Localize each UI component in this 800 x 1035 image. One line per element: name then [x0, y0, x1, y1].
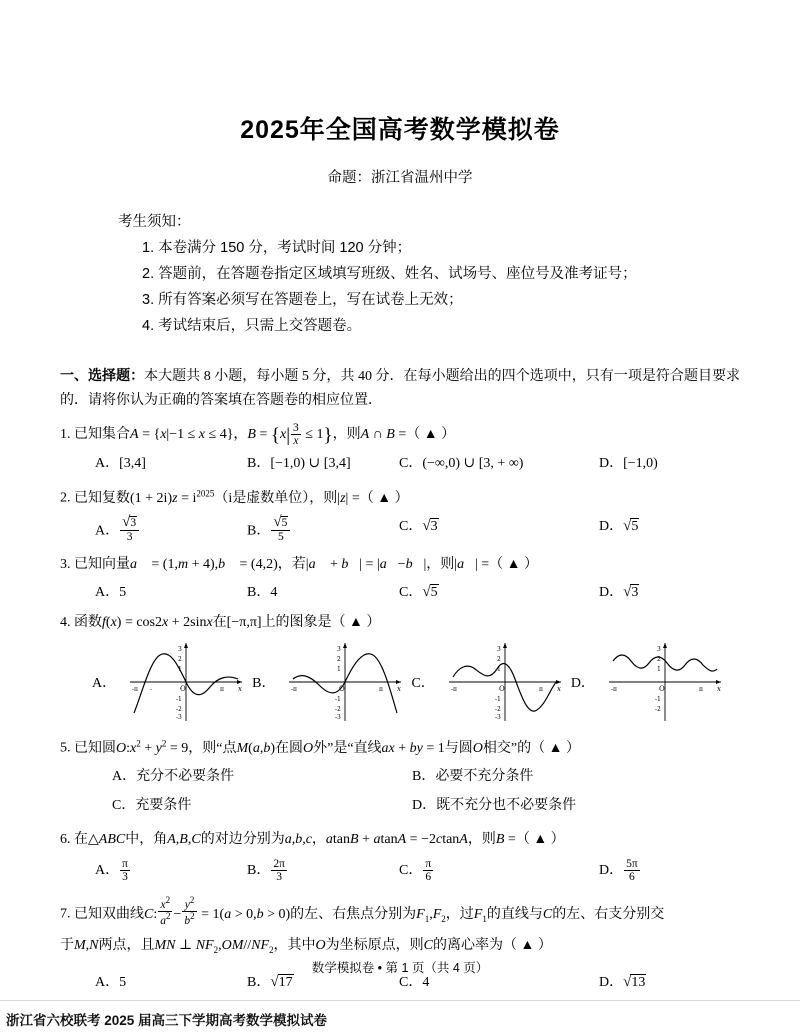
graph-option-c[interactable] [409, 639, 568, 725]
svg-text:O: O [180, 685, 186, 694]
option-b[interactable]: B．4 [247, 585, 278, 601]
option-a[interactable]: A．5 [95, 975, 127, 991]
option-label-c: C． [411, 676, 435, 692]
option-d[interactable]: D． $\frac{5\pi}{6}$ [599, 858, 638, 884]
svg-text:-π: -π [132, 686, 139, 694]
question-text-line1: 已知双曲线C: $\frac{x^2}{a^2}$ − $\frac{y^2}{b^2}$ = 1(a > 0,b > 0)的左、右焦点分别为$F_1,F_2$，过$F_1$的直线与C的左、右支分别交 [74, 895, 665, 927]
option-b[interactable]: B． $\frac{√5}{5}$ [247, 515, 399, 544]
svg-text:-3: -3 [176, 714, 182, 722]
option-label-a: A． [92, 676, 117, 692]
question-number: 2. [60, 490, 71, 506]
svg-text:3: 3 [656, 646, 661, 654]
svg-text:O: O [339, 685, 346, 694]
option-b[interactable]: B．√17 [247, 974, 293, 991]
page-title: 2025年全国高考数学模拟卷 [240, 116, 560, 144]
question-1-options [0, 452, 800, 472]
question-2 [0, 481, 800, 511]
paper-author: 命题：浙江省温州中学 [327, 170, 473, 186]
svg-text:-1: -1 [176, 696, 182, 704]
option-label-d: D． [570, 676, 595, 692]
question-3-options [0, 581, 800, 601]
svg-text:O: O [658, 685, 665, 694]
question-5 [0, 731, 800, 761]
svg-text:O: O [498, 685, 505, 694]
svg-text:π: π [538, 686, 543, 694]
option-c[interactable]: C．充要条件 [112, 798, 192, 814]
svg-text:π: π [698, 686, 703, 694]
function-curve-icon [279, 639, 409, 725]
svg-text:2: 2 [337, 656, 342, 664]
option-a[interactable]: A． $\frac{\pi}{3}$ [95, 858, 128, 884]
question-4-graph-options [0, 637, 800, 725]
option-d[interactable]: D．√5 [599, 517, 639, 534]
option-a[interactable]: A．[3,4] [95, 456, 146, 471]
question-2-options [0, 515, 800, 544]
svg-text:x: x [397, 685, 402, 694]
candidate-notice [0, 209, 800, 339]
svg-text:2: 2 [656, 656, 661, 664]
option-d[interactable]: D．既不充分也不必要条件 [412, 798, 577, 814]
svg-text:1: 1 [656, 666, 661, 674]
svg-text:-2: -2 [654, 706, 661, 714]
option-b[interactable]: B． $\frac{2\pi}{3}$ [247, 858, 285, 884]
list-item: 3. 所有答案必须写在答题卷上，写在试卷上无效； [142, 292, 463, 308]
list-item: 2. 答题前，在答题卷指定区域填写班级、姓名、试场号、座位号及准考证号； [142, 266, 637, 282]
bottom-caption-bar [0, 1000, 800, 1035]
svg-text:-1: -1 [335, 696, 342, 704]
option-label-b: B． [252, 676, 276, 692]
question-4 [0, 610, 800, 635]
question-number: 5. [60, 741, 71, 757]
svg-text:-π: -π [450, 686, 457, 694]
question-7 [0, 896, 800, 931]
question-text-tail: ，则 [332, 427, 361, 442]
svg-text:1: 1 [337, 666, 342, 674]
option-d[interactable]: D．√3 [599, 584, 639, 601]
svg-text:3: 3 [496, 646, 501, 654]
function-curve-icon [599, 639, 729, 725]
option-b[interactable]: B．[−1,0) ∪ [3,4] [247, 456, 351, 471]
question-number: 1. [60, 427, 71, 442]
question-5-options-row1 [0, 765, 800, 785]
function-curve-icon [439, 639, 569, 725]
option-c[interactable]: C．(−∞,0) ∪ [3, + ∞) [399, 456, 524, 471]
question-number: 6. [60, 832, 71, 848]
graph-option-a[interactable] [90, 639, 250, 725]
option-c[interactable]: C．√5 [399, 584, 438, 601]
question-6-options [0, 858, 800, 883]
option-d[interactable]: D．√13 [599, 974, 646, 991]
option-a[interactable]: A． $\frac{√3}{3}$ [95, 515, 247, 544]
svg-text:1: 1 [496, 666, 501, 674]
section-text: 本大题共 8 小题，每小题 5 分，共 40 分．在每小题给出的四个选项中，只有一项是符合题目要求的．请将你认为正确的答案填在答题卷的相应位置． [60, 369, 741, 408]
question-number: 7. [60, 906, 71, 922]
svg-text:x: x [716, 685, 721, 694]
svg-text:2: 2 [496, 656, 501, 664]
svg-text:-π: -π [291, 686, 298, 694]
list-item: 1. 本卷满分 150 分，考试时间 120 分钟； [142, 240, 412, 256]
svg-text:-3: -3 [494, 714, 501, 722]
option-a[interactable]: A．充分不必要条件 [112, 769, 235, 785]
question-text-line2: 于M,N两点，且MN ⊥ $NF_2,OM//NF_2$，其中O为坐标原点，则C的离心率为（ ▲ ） [60, 938, 552, 956]
question-text: 函数f(x) = cos2x + 2sinx在[−π,π]上的图象是（ ▲ ） [74, 615, 381, 631]
option-c[interactable]: C．4 [399, 975, 430, 991]
graph-option-b[interactable] [250, 639, 409, 725]
svg-text:2: 2 [178, 656, 182, 664]
question-number: 3. [60, 557, 71, 573]
question-text: 在△ABC中，角A,B,C的对边分别为a,b,c，atanB + atanA = −2ctanA，则B =（ ▲ ） [74, 832, 565, 848]
svg-text:-1: -1 [654, 696, 661, 704]
option-c[interactable]: C． $\frac{\pi}{6}$ [399, 858, 432, 884]
svg-text:π: π [220, 686, 225, 694]
function-curve-icon [120, 639, 250, 725]
question-text: 已知圆$O:x^2 + y^2 = 9$，则“点M(a,b)在圆O外”是“直线ax + by = 1与圆O相交”的（ ▲ ） [74, 738, 580, 757]
svg-text:π: π [379, 686, 384, 694]
svg-text:x: x [238, 685, 243, 694]
question-text: 已知复数$(1 + 2i)z = i^{2025}(i$是虚数单位），则|z| =（ ▲ ） [74, 488, 409, 506]
svg-text:-: - [150, 686, 153, 694]
graph-option-d[interactable] [569, 639, 729, 725]
option-c[interactable]: C．√3 [399, 517, 438, 534]
question-6 [0, 827, 800, 852]
svg-text:-1: -1 [494, 696, 501, 704]
svg-text:1: 1 [178, 666, 182, 674]
svg-text:-2: -2 [176, 706, 182, 714]
question-3 [0, 552, 800, 577]
svg-text:x: x [556, 685, 561, 694]
option-a[interactable]: A．5 [95, 585, 127, 601]
svg-text:-2: -2 [494, 706, 501, 714]
option-d[interactable]: D．[−1,0) [599, 456, 658, 471]
svg-text:3: 3 [178, 646, 182, 654]
document-caption: 浙江省六校联考 2025 届高三下学期高考数学模拟试卷 [6, 1013, 328, 1028]
question-5-options-row2 [0, 794, 800, 814]
svg-text:-2: -2 [335, 706, 342, 714]
section-heading [0, 365, 800, 413]
section-label: 一、选择题： [60, 369, 145, 384]
question-text: 已知集合 [74, 427, 130, 442]
svg-text:-π: -π [610, 686, 617, 694]
option-b[interactable]: B．必要不充分条件 [412, 769, 534, 785]
svg-text:3: 3 [337, 646, 342, 654]
list-item: 4. 考试结束后，只需上交答题卷。 [142, 318, 362, 334]
page-footer: 数学模拟卷 • 第 1 页（共 4 页） [311, 961, 489, 975]
question-text: 已知向量a⃗ = (1,m + 4),b⃗ = (4,2)，若|a⃗ + b⃗| = |a⃗−b⃗|，则|a⃗| =（ ▲ ） [74, 557, 539, 573]
notice-heading: 考生须知： [118, 214, 191, 230]
question-1: 1. 已知集合A = {x|−1 ≤ x ≤ 4}，B = {x| $\frac{3}{x}$ ≤ 1}，则A ∩ B =（ ▲ ） [60, 422, 456, 448]
svg-text:-3: -3 [335, 714, 342, 722]
question-number: 4. [60, 615, 71, 631]
